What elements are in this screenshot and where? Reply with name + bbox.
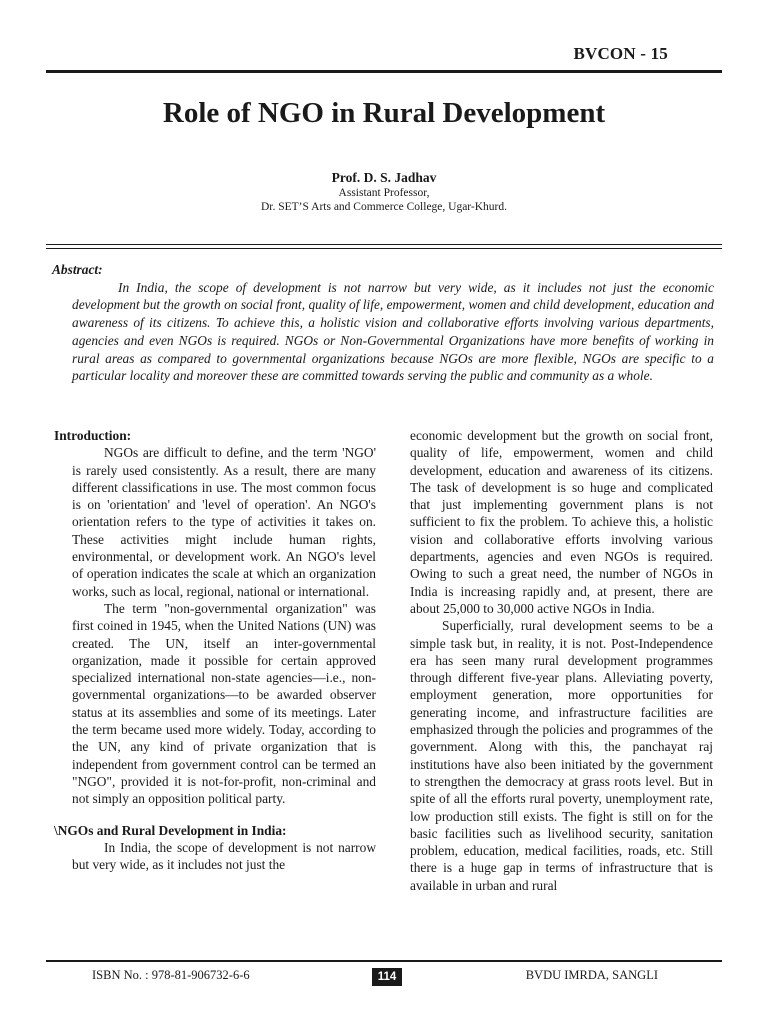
abstract-section: [52, 261, 714, 385]
left-column: [54, 427, 376, 873]
header-rule: [46, 70, 722, 73]
footer-institution: BVDU IMRDA, SANGLI: [525, 968, 658, 982]
footer-isbn: ISBN No. : 978-81-906732-6-6: [92, 968, 250, 982]
paper-title: Role of NGO in Rural Development: [162, 97, 606, 129]
author-affiliation: Dr. SET’S Arts and Commerce College, Ugar-Khurd.: [260, 201, 507, 213]
abstract-text: In India, the scope of development is not narrow but very wide, as it includes not just the economic development but the growth on social front, quality of life, empowerment, women and child development, education and awareness of its citizens. To achieve this, a holistic vision and collaborative efforts involving various departments, agencies and even NGOs is required. NGOs or Non-Governmental Organizations have more benefits of working in rural areas as compared to governmental organizations because NGOs are more flexible, NGOs are specific to a particular locality and moreover these are committed towards serving the public and community as a whole.: [72, 279, 714, 384]
header-code: BVCON - 15: [573, 44, 668, 63]
author-name: Prof. D. S. Jadhav: [331, 170, 437, 185]
author-block: [0, 170, 768, 214]
intro-paragraph-2: The term "non-governmental organization" was first coined in 1945, when the United Nations (UN) was created. The UN, itself an inter-governmental organization, made it possible for certain approved specialized international non-state agencies—i.e., non-governmental organizations—to be awarded observer status at its assemblies and some of its meetings. Later the term became used more widely. Today, according to the UN, any kind of private organization that is independent from government control can be termed an "NGO", provided it is not-for-profit, non-criminal and not simply an opposition political party.: [72, 600, 376, 807]
section2-paragraph-1: In India, the scope of development is not narrow but very wide, as it includes not just the: [72, 839, 376, 873]
right-paragraph-2: Superficially, rural development seems to be a simple task but, in reality, it is not. Post-Independence era has seen many rural development programmes through different five-year plans. Alleviating poverty, employment generation, more opportunities for generating income, and infrastructure facilities are emphasized through the policies and programmes of the government. Along with this, the panchayat raj institutions have also been initiated by the government to strengthen the democracy at grass roots level. But in spite of all the efforts rural poverty, unemployment rate, low production still exists. The fight is still on for the basic facilities such as livelihood security, sanitation problem, education, medical facilities, roads, etc. Still there is a huge gap in terms of infrastructure that is available in urban and rural: [410, 618, 713, 893]
section2-heading: \NGOs and Rural Development in India:: [54, 822, 287, 838]
footer-rule: [46, 960, 722, 962]
right-column: [410, 427, 713, 894]
abstract-heading: Abstract:: [52, 262, 103, 277]
abstract-divider: [46, 244, 722, 249]
author-position: Assistant Professor,: [338, 187, 430, 199]
section-gap: [54, 808, 376, 822]
introduction-heading: Introduction:: [54, 428, 132, 443]
intro-paragraph-1: NGOs are difficult to define, and the term 'NGO' is rarely used consistently. As a result, there are many different classifications in use. The most common focus is on 'orientation' and 'level of operation'. An NGO's orientation refers to the type of activities it takes on. These activities might include human rights, environmental, or development work. An NGO's level of operation indicates the scale at which an organization works, such as local, regional, national or international.: [72, 445, 376, 599]
page-number: 114: [372, 968, 402, 986]
right-paragraph-1: economic development but the growth on social front, quality of life, empowerment, women and child development, education and awareness of its citizens. The task of development is so huge and complicated that just implementing government plans is not sufficient to fix the problem. To achieve this, a holistic vision and collaborative efforts involving various departments, agencies and even NGOs is required. Owing to such a great need, the number of NGOs in India is increasing rapidly and, at present, there are about 25,000 to 30,000 active NGOs in India.: [410, 428, 713, 616]
